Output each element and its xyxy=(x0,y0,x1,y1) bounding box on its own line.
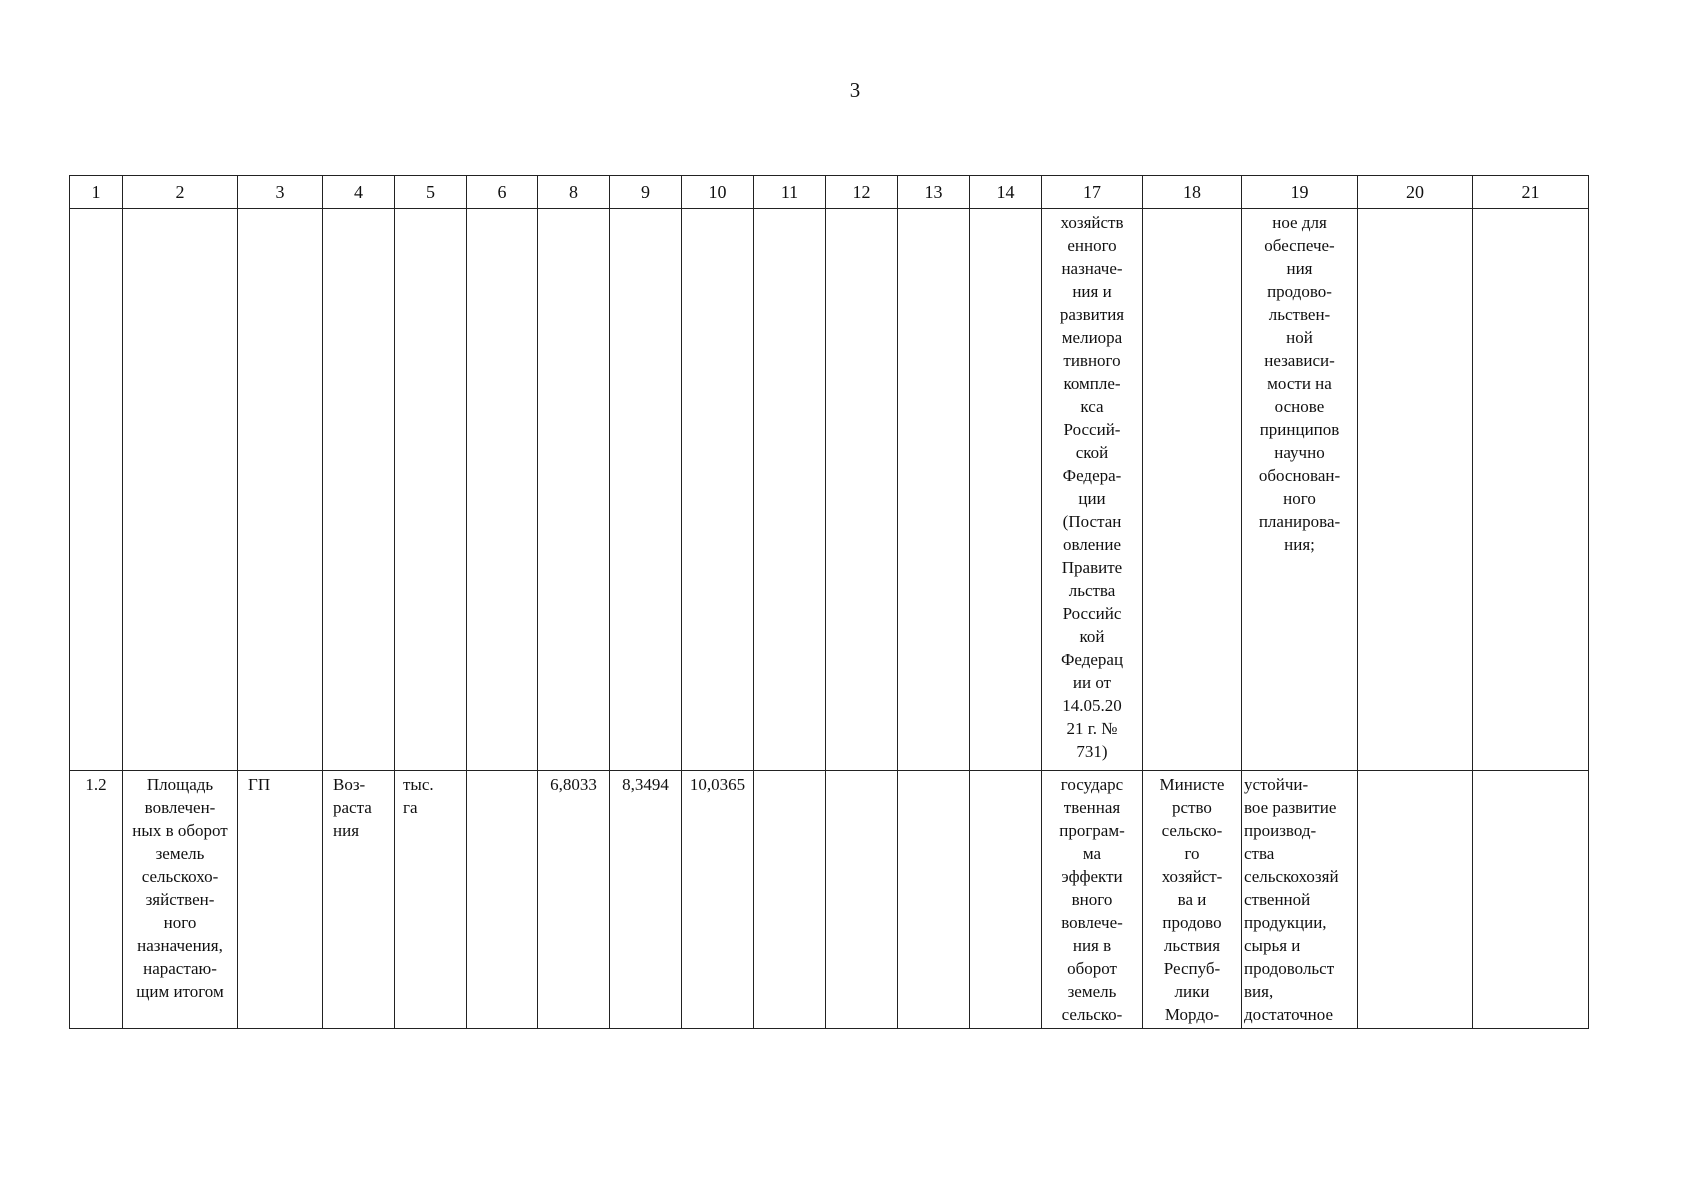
col-header: 1 xyxy=(70,176,123,209)
indicator-name: Площадь вовлечен- ных в оборот земель сельскохо- зяйствен- ного назначения, нарастаю- щим итогом xyxy=(132,775,228,1001)
col-header: 13 xyxy=(898,176,970,209)
col-header: 5 xyxy=(395,176,467,209)
table-row-1-2 xyxy=(70,771,1589,1029)
table-row-continued xyxy=(70,209,1589,771)
value-col8: 6,8033 xyxy=(538,771,610,1029)
col-header: 9 xyxy=(610,176,682,209)
program-text: государс твенная програм- ма эффекти вного вовлече- ния в оборот земель сельско- xyxy=(1059,775,1125,1024)
goal-text: ное для обеспече- ния продово- льствен- ной независи- мости на основe принципов научно обоснован- ного планирова- ния; xyxy=(1258,213,1341,554)
col-header: 6 xyxy=(467,176,538,209)
col-header: 8 xyxy=(538,176,610,209)
indicator-type: ГП xyxy=(238,771,323,1029)
goal-text: устойчи- вое развитие производ- ства сельскохозяй ственной продукции, сырья и продовольст вия, достаточное xyxy=(1244,775,1339,1024)
col-header: 3 xyxy=(238,176,323,209)
col-header: 2 xyxy=(123,176,238,209)
unit: тыс. га xyxy=(403,775,434,817)
indicators-table xyxy=(69,175,1589,1029)
page-number: 3 xyxy=(849,78,861,102)
col-header: 4 xyxy=(323,176,395,209)
col-header: 21 xyxy=(1473,176,1589,209)
col-header: 19 xyxy=(1242,176,1358,209)
col-header: 17 xyxy=(1042,176,1143,209)
col-header: 11 xyxy=(754,176,826,209)
row-number: 1.2 xyxy=(70,771,123,1029)
col-header: 14 xyxy=(970,176,1042,209)
value-col9: 8,3494 xyxy=(610,771,682,1029)
header-row xyxy=(70,176,1589,209)
value-col10: 10,0365 xyxy=(682,771,754,1029)
col-header: 18 xyxy=(1143,176,1242,209)
col-header: 10 xyxy=(682,176,754,209)
col-header: 20 xyxy=(1358,176,1473,209)
responsible-text: Министе рство сельско- го хозяйст- ва и продово льствия Респуб- лики Мордо- xyxy=(1159,775,1225,1024)
col-header: 12 xyxy=(826,176,898,209)
program-basis-text: хозяйств енного назначе- ния и развития мелиора тивного компле- кса Россий- ской Федера- ции (Постан овление Правите льства Российс кой Федерац ии от 14.05.20 21 г. № 731) xyxy=(1059,213,1125,761)
indicator-trend: Воз- раста ния xyxy=(333,775,372,840)
